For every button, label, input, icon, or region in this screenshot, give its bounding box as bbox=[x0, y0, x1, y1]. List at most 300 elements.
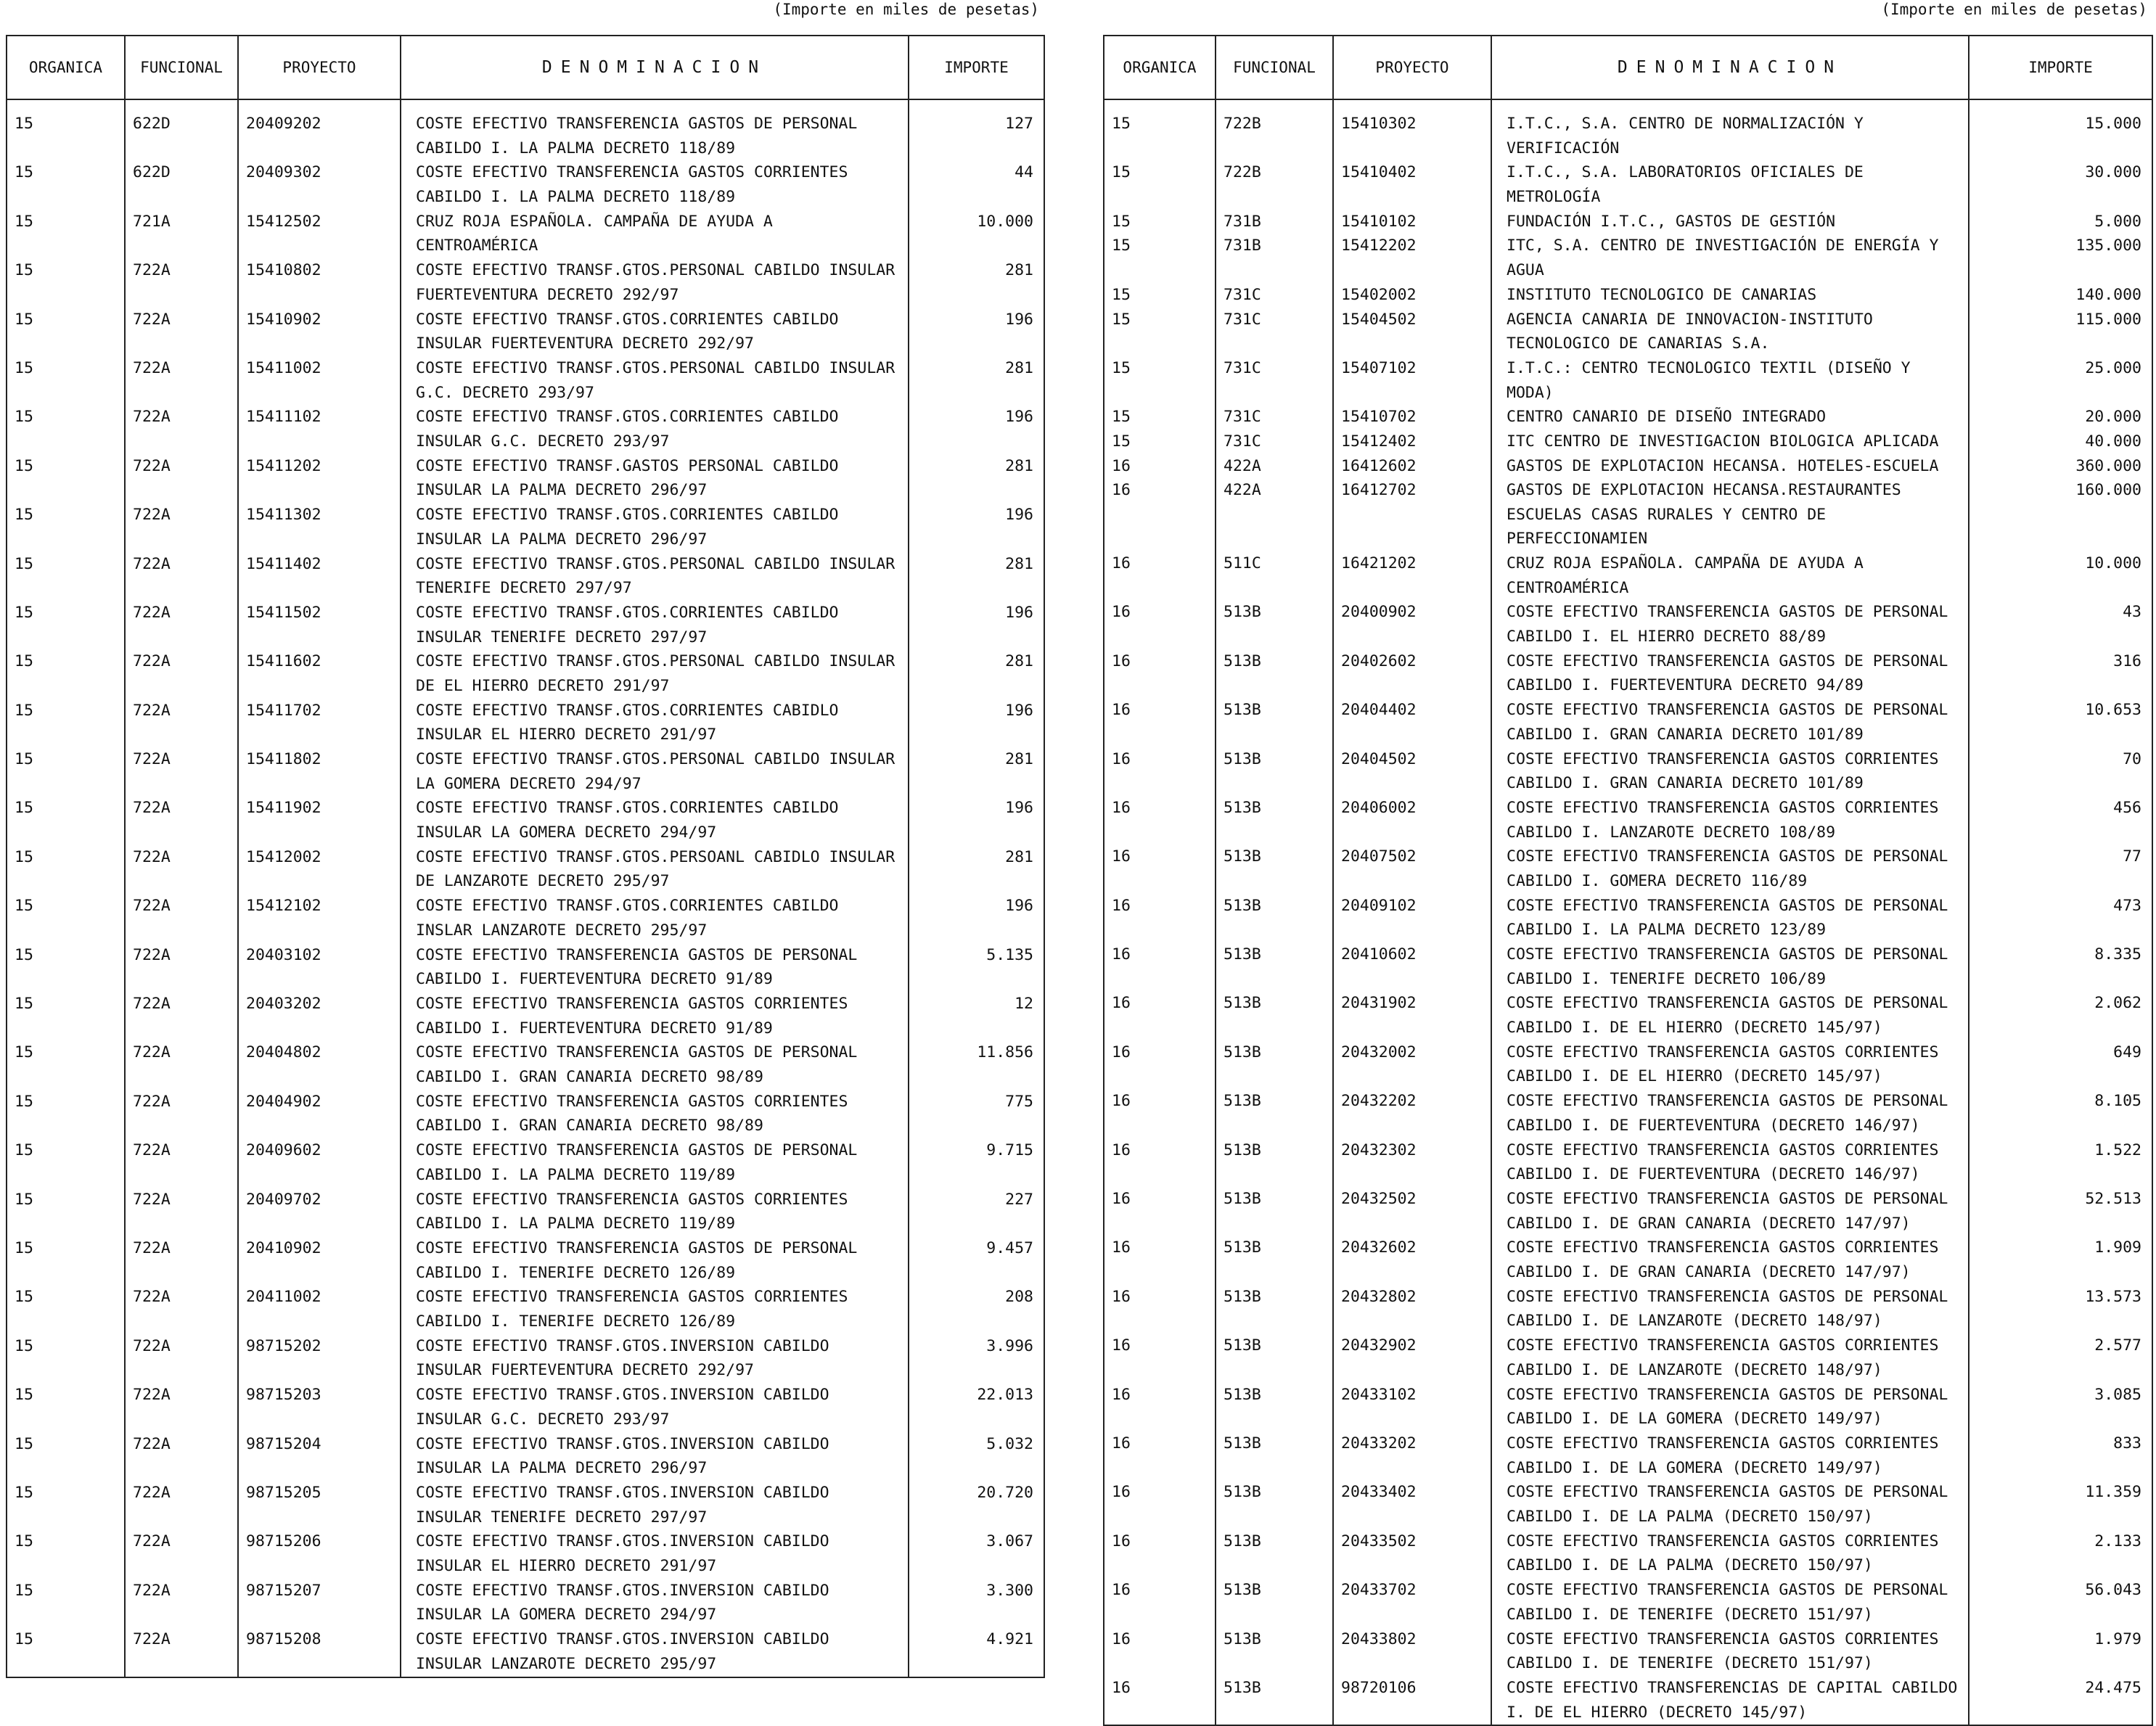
cell-importe: 8.335 bbox=[1969, 942, 2152, 991]
cell-proyecto: 15411902 bbox=[238, 796, 401, 844]
cell-proyecto: 20404902 bbox=[238, 1090, 401, 1138]
cell-funcional: 731B bbox=[1216, 234, 1333, 282]
table-row bbox=[7, 552, 1044, 601]
cell-denominacion: COSTE EFECTIVO TRANSFERENCIA GASTOS CORRIENTES CABILDO I. DE GRAN CANARIA (DECRETO 147/97) bbox=[1491, 1236, 1969, 1284]
cell-funcional: 731C bbox=[1216, 430, 1333, 454]
cell-proyecto: 15410802 bbox=[238, 258, 401, 307]
cell-funcional: 513B bbox=[1216, 894, 1333, 942]
cell-importe: 281 bbox=[909, 356, 1044, 405]
cell-funcional: 722A bbox=[125, 1383, 238, 1431]
unit-note-left: (Importe en miles de pesetas) bbox=[773, 1, 1039, 18]
cell-proyecto: 98720106 bbox=[1333, 1676, 1491, 1725]
cell-proyecto: 20406002 bbox=[1333, 796, 1491, 844]
cell-denominacion: COSTE EFECTIVO TRANSF.GTOS.INVERSION CABILDO INSULAR EL HIERRO DECRETO 291/97 bbox=[401, 1529, 909, 1578]
cell-organica: 15 bbox=[7, 308, 125, 356]
cell-importe: 649 bbox=[1969, 1040, 2152, 1089]
cell-funcional: 513B bbox=[1216, 1236, 1333, 1284]
table-row bbox=[7, 1090, 1044, 1138]
cell-denominacion: COSTE EFECTIVO TRANSFERENCIA GASTOS CORRIENTES CABILDO I. DE TENERIFE (DECRETO 151/97) bbox=[1491, 1627, 1969, 1676]
cell-denominacion: COSTE EFECTIVO TRANSF.GTOS.PERSONAL CABILDO INSULAR FUERTEVENTURA DECRETO 292/97 bbox=[401, 258, 909, 307]
table-row bbox=[7, 356, 1044, 405]
table-row bbox=[7, 1383, 1044, 1431]
cell-denominacion: COSTE EFECTIVO TRANSFERENCIA GASTOS CORRIENTES CABILDO I. FUERTEVENTURA DECRETO 91/89 bbox=[401, 992, 909, 1040]
cell-importe: 9.715 bbox=[909, 1138, 1044, 1187]
cell-proyecto: 15412202 bbox=[1333, 234, 1491, 282]
cell-proyecto: 20402602 bbox=[1333, 649, 1491, 698]
table-row bbox=[1104, 1236, 2152, 1284]
cell-denominacion: FUNDACIÓN I.T.C., GASTOS DE GESTIÓN bbox=[1491, 210, 1969, 234]
cell-denominacion: COSTE EFECTIVO TRANSFERENCIA GASTOS CORRIENTES CABILDO I. LANZAROTE DECRETO 108/89 bbox=[1491, 796, 1969, 844]
cell-proyecto: 20432802 bbox=[1333, 1285, 1491, 1333]
cell-organica: 16 bbox=[1104, 1578, 1216, 1627]
table-row bbox=[1104, 698, 2152, 747]
cell-organica: 16 bbox=[1104, 478, 1216, 551]
cell-funcional: 722A bbox=[125, 699, 238, 747]
cell-organica: 15 bbox=[7, 1627, 125, 1677]
cell-denominacion: COSTE EFECTIVO TRANSFERENCIA GASTOS CORRIENTES CABILDO I. DE LA PALMA (DECRETO 150/97) bbox=[1491, 1529, 1969, 1578]
cell-funcional: 513B bbox=[1216, 1529, 1333, 1578]
cell-importe: 70 bbox=[1969, 747, 2152, 796]
cell-organica: 15 bbox=[1104, 99, 1216, 160]
cell-organica: 16 bbox=[1104, 1627, 1216, 1676]
table-row bbox=[1104, 99, 2152, 160]
cell-organica: 15 bbox=[1104, 356, 1216, 405]
cell-funcional: 513B bbox=[1216, 1480, 1333, 1529]
cell-denominacion: COSTE EFECTIVO TRANSFERENCIA GASTOS DE PERSONAL CABILDO I. TENERIFE DECRETO 106/89 bbox=[1491, 942, 1969, 991]
cell-funcional: 722A bbox=[125, 1236, 238, 1285]
cell-proyecto: 20404502 bbox=[1333, 747, 1491, 796]
table-row bbox=[1104, 991, 2152, 1040]
cell-importe: 2.062 bbox=[1969, 991, 2152, 1040]
cell-organica: 15 bbox=[7, 1481, 125, 1529]
table-row bbox=[7, 992, 1044, 1040]
table-row bbox=[1104, 356, 2152, 405]
right-page-panel bbox=[1103, 0, 2152, 1726]
cell-organica: 15 bbox=[7, 552, 125, 601]
cell-denominacion: COSTE EFECTIVO TRANSFERENCIA GASTOS CORRIENTES CABILDO I. LA PALMA DECRETO 119/89 bbox=[401, 1188, 909, 1236]
cell-proyecto: 20432302 bbox=[1333, 1138, 1491, 1187]
table-row bbox=[1104, 1431, 2152, 1480]
cell-denominacion: I.T.C.: CENTRO TECNOLOGICO TEXTIL (DISEÑO Y MODA) bbox=[1491, 356, 1969, 405]
cell-denominacion: COSTE EFECTIVO TRANSF.GTOS.CORRIENTES CABILDO INSULAR LA PALMA DECRETO 296/97 bbox=[401, 503, 909, 551]
cell-proyecto: 98715205 bbox=[238, 1481, 401, 1529]
cell-proyecto: 98715203 bbox=[238, 1383, 401, 1431]
cell-proyecto: 98715202 bbox=[238, 1334, 401, 1383]
cell-funcional: 513B bbox=[1216, 1627, 1333, 1676]
table-body-right bbox=[1104, 99, 2152, 1725]
cell-funcional: 513B bbox=[1216, 1578, 1333, 1627]
table-row bbox=[1104, 478, 2152, 551]
table-row bbox=[1104, 942, 2152, 991]
cell-denominacion: COSTE EFECTIVO TRANSFERENCIA GASTOS DE PERSONAL CABILDO I. DE FUERTEVENTURA (DECRETO 146/97) bbox=[1491, 1089, 1969, 1138]
cell-denominacion: COSTE EFECTIVO TRANSFERENCIA GASTOS DE PERSONAL CABILDO I. GOMERA DECRETO 116/89 bbox=[1491, 844, 1969, 893]
table-row bbox=[7, 1529, 1044, 1578]
table-row bbox=[1104, 551, 2152, 600]
cell-importe: 56.043 bbox=[1969, 1578, 2152, 1627]
cell-organica: 16 bbox=[1104, 1383, 1216, 1431]
cell-denominacion: COSTE EFECTIVO TRANSF.GTOS.PERSOANL CABIDLO INSULAR DE LANZAROTE DECRETO 295/97 bbox=[401, 845, 909, 894]
budget-table-right bbox=[1103, 35, 2153, 1726]
cell-importe: 281 bbox=[909, 552, 1044, 601]
col-header-proyecto: PROYECTO bbox=[1333, 36, 1491, 99]
cell-proyecto: 15412402 bbox=[1333, 430, 1491, 454]
cell-funcional: 513B bbox=[1216, 1040, 1333, 1089]
table-row bbox=[1104, 600, 2152, 649]
cell-funcional: 721A bbox=[125, 210, 238, 258]
cell-funcional: 511C bbox=[1216, 551, 1333, 600]
cell-importe: 196 bbox=[909, 796, 1044, 844]
cell-organica: 16 bbox=[1104, 698, 1216, 747]
cell-importe: 24.475 bbox=[1969, 1676, 2152, 1725]
cell-organica: 15 bbox=[7, 796, 125, 844]
table-row bbox=[7, 210, 1044, 258]
cell-organica: 15 bbox=[1104, 160, 1216, 209]
cell-organica: 15 bbox=[1104, 283, 1216, 308]
cell-importe: 20.720 bbox=[909, 1481, 1044, 1529]
cell-funcional: 722A bbox=[125, 845, 238, 894]
table-row bbox=[1104, 1383, 2152, 1431]
cell-denominacion: COSTE EFECTIVO TRANSFERENCIA GASTOS DE PERSONAL CABILDO I. LA PALMA DECRETO 119/89 bbox=[401, 1138, 909, 1187]
cell-importe: 10.000 bbox=[1969, 551, 2152, 600]
cell-organica: 15 bbox=[1104, 234, 1216, 282]
cell-proyecto: 15402002 bbox=[1333, 283, 1491, 308]
table-row bbox=[1104, 649, 2152, 698]
cell-funcional: 731C bbox=[1216, 356, 1333, 405]
cell-importe: 13.573 bbox=[1969, 1285, 2152, 1333]
col-header-organica: ORGANICA bbox=[1104, 36, 1216, 99]
cell-proyecto: 20433102 bbox=[1333, 1383, 1491, 1431]
cell-funcional: 513B bbox=[1216, 1089, 1333, 1138]
cell-funcional: 722A bbox=[125, 649, 238, 698]
cell-funcional: 513B bbox=[1216, 991, 1333, 1040]
table-row bbox=[7, 747, 1044, 796]
cell-importe: 135.000 bbox=[1969, 234, 2152, 282]
cell-proyecto: 20410602 bbox=[1333, 942, 1491, 991]
cell-denominacion: COSTE EFECTIVO TRANSFERENCIAS DE CAPITAL CABILDO I. DE EL HIERRO (DECRETO 145/97) bbox=[1491, 1676, 1969, 1725]
cell-denominacion: COSTE EFECTIVO TRANSF.GTOS.INVERSION CABILDO INSULAR FUERTEVENTURA DECRETO 292/97 bbox=[401, 1334, 909, 1383]
cell-denominacion: COSTE EFECTIVO TRANSFERENCIA GASTOS DE PERSONAL CABILDO I. TENERIFE DECRETO 126/89 bbox=[401, 1236, 909, 1285]
cell-proyecto: 20432902 bbox=[1333, 1333, 1491, 1382]
cell-organica: 15 bbox=[7, 1579, 125, 1627]
table-row bbox=[1104, 210, 2152, 234]
cell-funcional: 722B bbox=[1216, 160, 1333, 209]
cell-organica: 15 bbox=[7, 943, 125, 992]
cell-importe: 775 bbox=[909, 1090, 1044, 1138]
cell-importe: 360.000 bbox=[1969, 454, 2152, 479]
cell-funcional: 513B bbox=[1216, 796, 1333, 844]
cell-denominacion: COSTE EFECTIVO TRANSF.GTOS.PERSONAL CABILDO INSULAR TENERIFE DECRETO 297/97 bbox=[401, 552, 909, 601]
cell-organica: 15 bbox=[7, 1040, 125, 1089]
col-header-importe: IMPORTE bbox=[909, 36, 1044, 99]
cell-funcional: 513B bbox=[1216, 747, 1333, 796]
cell-importe: 140.000 bbox=[1969, 283, 2152, 308]
cell-denominacion: COSTE EFECTIVO TRANSFERENCIA GASTOS DE PERSONAL CABILDO I. DE TENERIFE (DECRETO 151/97) bbox=[1491, 1578, 1969, 1627]
cell-organica: 15 bbox=[1104, 308, 1216, 356]
cell-proyecto: 15410702 bbox=[1333, 405, 1491, 430]
cell-organica: 15 bbox=[7, 601, 125, 649]
cell-denominacion: COSTE EFECTIVO TRANSFERENCIA GASTOS DE PERSONAL CABILDO I. GRAN CANARIA DECRETO 101/89 bbox=[1491, 698, 1969, 747]
cell-importe: 10.000 bbox=[909, 210, 1044, 258]
cell-denominacion: COSTE EFECTIVO TRANSF.GTOS.INVERSION CABILDO INSULAR LANZAROTE DECRETO 295/97 bbox=[401, 1627, 909, 1677]
cell-importe: 196 bbox=[909, 699, 1044, 747]
cell-funcional: 513B bbox=[1216, 942, 1333, 991]
cell-organica: 16 bbox=[1104, 1333, 1216, 1382]
cell-funcional: 622D bbox=[125, 160, 238, 209]
cell-organica: 15 bbox=[1104, 430, 1216, 454]
cell-proyecto: 15411202 bbox=[238, 454, 401, 503]
cell-proyecto: 20411002 bbox=[238, 1285, 401, 1333]
cell-denominacion: COSTE EFECTIVO TRANSFERENCIA GASTOS CORRIENTES CABILDO I. LA PALMA DECRETO 118/89 bbox=[401, 160, 909, 209]
cell-denominacion: COSTE EFECTIVO TRANSFERENCIA GASTOS DE PERSONAL CABILDO I. LA PALMA DECRETO 118/89 bbox=[401, 99, 909, 160]
table-row bbox=[1104, 796, 2152, 844]
cell-organica: 16 bbox=[1104, 1138, 1216, 1187]
cell-importe: 196 bbox=[909, 601, 1044, 649]
cell-importe: 25.000 bbox=[1969, 356, 2152, 405]
cell-importe: 115.000 bbox=[1969, 308, 2152, 356]
table-row bbox=[1104, 1089, 2152, 1138]
cell-proyecto: 15411702 bbox=[238, 699, 401, 747]
table-row bbox=[7, 894, 1044, 942]
table-row bbox=[7, 943, 1044, 992]
cell-proyecto: 20407502 bbox=[1333, 844, 1491, 893]
cell-denominacion: COSTE EFECTIVO TRANSFERENCIA GASTOS DE PERSONAL CABILDO I. DE GRAN CANARIA (DECRETO 147/97) bbox=[1491, 1187, 1969, 1236]
cell-importe: 43 bbox=[1969, 600, 2152, 649]
cell-importe: 5.000 bbox=[1969, 210, 2152, 234]
cell-funcional: 513B bbox=[1216, 649, 1333, 698]
cell-proyecto: 15411102 bbox=[238, 405, 401, 453]
cell-importe: 1.522 bbox=[1969, 1138, 2152, 1187]
cell-importe: 9.457 bbox=[909, 1236, 1044, 1285]
cell-importe: 77 bbox=[1969, 844, 2152, 893]
table-row bbox=[7, 258, 1044, 307]
col-header-importe: IMPORTE bbox=[1969, 36, 2152, 99]
table-row bbox=[7, 1236, 1044, 1285]
cell-proyecto: 20409202 bbox=[238, 99, 401, 160]
table-row bbox=[1104, 1138, 2152, 1187]
col-header-proyecto: PROYECTO bbox=[238, 36, 401, 99]
cell-funcional: 513B bbox=[1216, 600, 1333, 649]
cell-organica: 15 bbox=[7, 1529, 125, 1578]
cell-organica: 15 bbox=[1104, 210, 1216, 234]
table-row bbox=[1104, 1578, 2152, 1627]
cell-denominacion: ITC CENTRO DE INVESTIGACION BIOLOGICA APLICADA bbox=[1491, 430, 1969, 454]
table-row bbox=[1104, 844, 2152, 893]
cell-denominacion: COSTE EFECTIVO TRANSFERENCIA GASTOS CORRIENTES CABILDO I. GRAN CANARIA DECRETO 98/89 bbox=[401, 1090, 909, 1138]
col-header-funcional: FUNCIONAL bbox=[1216, 36, 1333, 99]
cell-proyecto: 15411402 bbox=[238, 552, 401, 601]
cell-organica: 16 bbox=[1104, 894, 1216, 942]
table-row bbox=[1104, 1040, 2152, 1089]
cell-denominacion: I.T.C., S.A. CENTRO DE NORMALIZACIÓN Y VERIFICACIÓN bbox=[1491, 99, 1969, 160]
cell-proyecto: 20400902 bbox=[1333, 600, 1491, 649]
cell-funcional: 422A bbox=[1216, 478, 1333, 551]
cell-denominacion: GASTOS DE EXPLOTACION HECANSA.RESTAURANTES ESCUELAS CASAS RURALES Y CENTRO DE PERFECCIONAMIEN bbox=[1491, 478, 1969, 551]
cell-funcional: 513B bbox=[1216, 1187, 1333, 1236]
cell-organica: 15 bbox=[7, 210, 125, 258]
cell-proyecto: 16421202 bbox=[1333, 551, 1491, 600]
cell-funcional: 722A bbox=[125, 796, 238, 844]
cell-denominacion: COSTE EFECTIVO TRANSFERENCIA GASTOS DE PERSONAL CABILDO I. FUERTEVENTURA DECRETO 91/89 bbox=[401, 943, 909, 992]
cell-funcional: 722A bbox=[125, 747, 238, 796]
cell-importe: 5.135 bbox=[909, 943, 1044, 992]
cell-proyecto: 98715206 bbox=[238, 1529, 401, 1578]
cell-organica: 15 bbox=[7, 1432, 125, 1481]
cell-funcional: 722A bbox=[125, 503, 238, 551]
cell-proyecto: 20404802 bbox=[238, 1040, 401, 1089]
cell-funcional: 722A bbox=[125, 258, 238, 307]
cell-funcional: 513B bbox=[1216, 1138, 1333, 1187]
cell-importe: 20.000 bbox=[1969, 405, 2152, 430]
cell-organica: 16 bbox=[1104, 454, 1216, 479]
cell-importe: 5.032 bbox=[909, 1432, 1044, 1481]
cell-denominacion: COSTE EFECTIVO TRANSF.GTOS.INVERSION CABILDO INSULAR LA GOMERA DECRETO 294/97 bbox=[401, 1579, 909, 1627]
col-header-organica: ORGANICA bbox=[7, 36, 125, 99]
cell-organica: 15 bbox=[7, 894, 125, 942]
cell-proyecto: 20431902 bbox=[1333, 991, 1491, 1040]
table-row bbox=[7, 1627, 1044, 1677]
cell-organica: 15 bbox=[7, 1236, 125, 1285]
col-header-denominacion: DENOMINACION bbox=[1491, 36, 1969, 99]
table-row bbox=[7, 796, 1044, 844]
cell-proyecto: 15410402 bbox=[1333, 160, 1491, 209]
cell-denominacion: ITC, S.A. CENTRO DE INVESTIGACIÓN DE ENERGÍA Y AGUA bbox=[1491, 234, 1969, 282]
cell-importe: 12 bbox=[909, 992, 1044, 1040]
cell-funcional: 722A bbox=[125, 1285, 238, 1333]
cell-funcional: 722A bbox=[125, 308, 238, 356]
cell-funcional: 513B bbox=[1216, 698, 1333, 747]
cell-proyecto: 15411002 bbox=[238, 356, 401, 405]
cell-importe: 3.300 bbox=[909, 1579, 1044, 1627]
table-row bbox=[7, 405, 1044, 453]
table-row bbox=[7, 1432, 1044, 1481]
cell-funcional: 513B bbox=[1216, 1383, 1333, 1431]
table-row bbox=[1104, 234, 2152, 282]
cell-importe: 208 bbox=[909, 1285, 1044, 1333]
cell-organica: 15 bbox=[7, 747, 125, 796]
cell-importe: 30.000 bbox=[1969, 160, 2152, 209]
cell-organica: 16 bbox=[1104, 1040, 1216, 1089]
cell-funcional: 722A bbox=[125, 1627, 238, 1677]
cell-denominacion: COSTE EFECTIVO TRANSFERENCIA GASTOS DE PERSONAL CABILDO I. DE LANZAROTE (DECRETO 148/97) bbox=[1491, 1285, 1969, 1333]
table-header-row bbox=[1104, 36, 2152, 99]
cell-denominacion: COSTE EFECTIVO TRANSF.GTOS.CORRIENTES CABILDO INSULAR G.C. DECRETO 293/97 bbox=[401, 405, 909, 453]
cell-importe: 3.067 bbox=[909, 1529, 1044, 1578]
table-row bbox=[7, 649, 1044, 698]
cell-denominacion: COSTE EFECTIVO TRANSFERENCIA GASTOS CORRIENTES CABILDO I. DE LANZAROTE (DECRETO 148/97) bbox=[1491, 1333, 1969, 1382]
cell-funcional: 722A bbox=[125, 943, 238, 992]
cell-denominacion: COSTE EFECTIVO TRANSF.GTOS.PERSONAL CABILDO INSULAR LA GOMERA DECRETO 294/97 bbox=[401, 747, 909, 796]
cell-proyecto: 20433202 bbox=[1333, 1431, 1491, 1480]
cell-organica: 15 bbox=[7, 503, 125, 551]
cell-importe: 227 bbox=[909, 1188, 1044, 1236]
cell-denominacion: COSTE EFECTIVO TRANSFERENCIA GASTOS DE PERSONAL CABILDO I. FUERTEVENTURA DECRETO 94/89 bbox=[1491, 649, 1969, 698]
table-header-row bbox=[7, 36, 1044, 99]
cell-denominacion: COSTE EFECTIVO TRANSF.GTOS.PERSONAL CABILDO INSULAR DE EL HIERRO DECRETO 291/97 bbox=[401, 649, 909, 698]
cell-funcional: 731C bbox=[1216, 405, 1333, 430]
cell-organica: 16 bbox=[1104, 1089, 1216, 1138]
cell-organica: 15 bbox=[7, 405, 125, 453]
cell-importe: 196 bbox=[909, 405, 1044, 453]
cell-funcional: 722A bbox=[125, 405, 238, 453]
table-row bbox=[7, 1579, 1044, 1627]
cell-proyecto: 20409602 bbox=[238, 1138, 401, 1187]
cell-funcional: 722A bbox=[125, 1579, 238, 1627]
cell-funcional: 722A bbox=[125, 1481, 238, 1529]
table-row bbox=[1104, 1187, 2152, 1236]
cell-denominacion: COSTE EFECTIVO TRANSF.GTOS.CORRIENTES CABILDO INSLAR LANZAROTE DECRETO 295/97 bbox=[401, 894, 909, 942]
cell-proyecto: 15411502 bbox=[238, 601, 401, 649]
table-row bbox=[1104, 1676, 2152, 1725]
cell-importe: 40.000 bbox=[1969, 430, 2152, 454]
cell-proyecto: 15411802 bbox=[238, 747, 401, 796]
cell-denominacion: CENTRO CANARIO DE DISEÑO INTEGRADO bbox=[1491, 405, 1969, 430]
cell-denominacion: COSTE EFECTIVO TRANSF.GTOS.CORRIENTES CABILDO INSULAR FUERTEVENTURA DECRETO 292/97 bbox=[401, 308, 909, 356]
cell-funcional: 731B bbox=[1216, 210, 1333, 234]
cell-denominacion: I.T.C., S.A. LABORATORIOS OFICIALES DE METROLOGÍA bbox=[1491, 160, 1969, 209]
cell-proyecto: 20433802 bbox=[1333, 1627, 1491, 1676]
table-row bbox=[7, 99, 1044, 160]
cell-importe: 3.996 bbox=[909, 1334, 1044, 1383]
cell-denominacion: COSTE EFECTIVO TRANSFERENCIA GASTOS CORRIENTES CABILDO I. DE EL HIERRO (DECRETO 145/97) bbox=[1491, 1040, 1969, 1089]
cell-denominacion: INSTITUTO TECNOLOGICO DE CANARIAS bbox=[1491, 283, 1969, 308]
cell-funcional: 722A bbox=[125, 454, 238, 503]
table-row bbox=[7, 601, 1044, 649]
unit-note-right: (Importe en miles de pesetas) bbox=[1881, 1, 2147, 18]
table-row bbox=[7, 503, 1044, 551]
table-row bbox=[1104, 1627, 2152, 1676]
cell-importe: 1.909 bbox=[1969, 1236, 2152, 1284]
cell-importe: 196 bbox=[909, 308, 1044, 356]
cell-importe: 473 bbox=[1969, 894, 2152, 942]
cell-denominacion: AGENCIA CANARIA DE INNOVACION-INSTITUTO TECNOLOGICO DE CANARIAS S.A. bbox=[1491, 308, 1969, 356]
table-row bbox=[1104, 1333, 2152, 1382]
table-row bbox=[1104, 430, 2152, 454]
cell-importe: 15.000 bbox=[1969, 99, 2152, 160]
table-row bbox=[7, 699, 1044, 747]
cell-proyecto: 20403202 bbox=[238, 992, 401, 1040]
cell-funcional: 722A bbox=[125, 894, 238, 942]
cell-proyecto: 20409102 bbox=[1333, 894, 1491, 942]
cell-denominacion: COSTE EFECTIVO TRANSFERENCIA GASTOS DE PERSONAL CABILDO I. DE EL HIERRO (DECRETO 145/97) bbox=[1491, 991, 1969, 1040]
cell-funcional: 722A bbox=[125, 1188, 238, 1236]
cell-organica: 16 bbox=[1104, 796, 1216, 844]
table-row bbox=[1104, 454, 2152, 479]
cell-proyecto: 98715207 bbox=[238, 1579, 401, 1627]
cell-denominacion: COSTE EFECTIVO TRANSFERENCIA GASTOS CORRIENTES CABILDO I. GRAN CANARIA DECRETO 101/89 bbox=[1491, 747, 1969, 796]
cell-funcional: 622D bbox=[125, 99, 238, 160]
cell-proyecto: 15407102 bbox=[1333, 356, 1491, 405]
cell-funcional: 722A bbox=[125, 1334, 238, 1383]
cell-organica: 16 bbox=[1104, 1187, 1216, 1236]
cell-organica: 16 bbox=[1104, 991, 1216, 1040]
cell-importe: 833 bbox=[1969, 1431, 2152, 1480]
cell-importe: 2.577 bbox=[1969, 1333, 2152, 1382]
cell-organica: 15 bbox=[7, 699, 125, 747]
cell-organica: 15 bbox=[1104, 405, 1216, 430]
cell-proyecto: 20432002 bbox=[1333, 1040, 1491, 1089]
cell-proyecto: 20409702 bbox=[238, 1188, 401, 1236]
cell-funcional: 722B bbox=[1216, 99, 1333, 160]
table-row bbox=[7, 1138, 1044, 1187]
cell-organica: 16 bbox=[1104, 551, 1216, 600]
cell-proyecto: 15411602 bbox=[238, 649, 401, 698]
cell-denominacion: COSTE EFECTIVO TRANSF.GTOS.INVERSION CABILDO INSULAR TENERIFE DECRETO 297/97 bbox=[401, 1481, 909, 1529]
col-header-denominacion: DENOMINACION bbox=[401, 36, 909, 99]
table-row bbox=[1104, 283, 2152, 308]
cell-denominacion: CRUZ ROJA ESPAÑOLA. CAMPAÑA DE AYUDA A CENTROAMÉRICA bbox=[1491, 551, 1969, 600]
cell-funcional: 422A bbox=[1216, 454, 1333, 479]
cell-importe: 196 bbox=[909, 503, 1044, 551]
